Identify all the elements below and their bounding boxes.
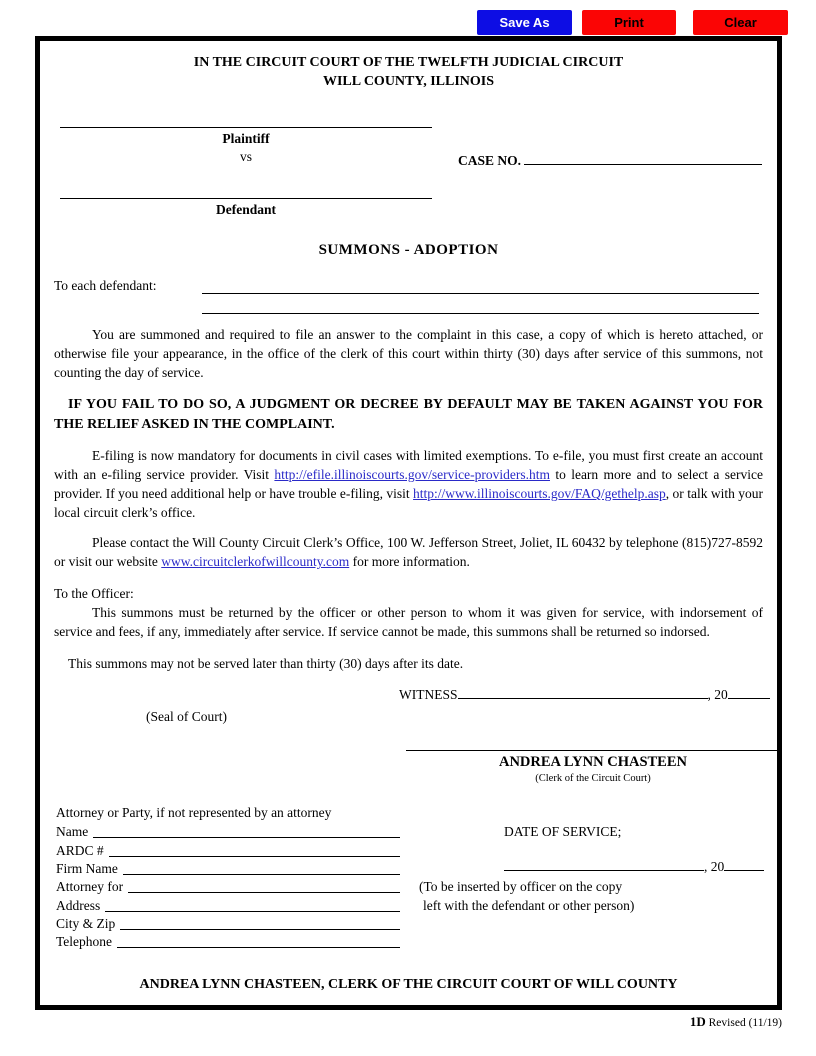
city-zip-field[interactable] (120, 914, 400, 930)
defendant-address-field-1[interactable] (202, 274, 759, 294)
telephone-label: Telephone (56, 934, 113, 949)
circuit-clerk-website-link[interactable]: www.circuitclerkofwillcounty.com (161, 554, 350, 569)
clerk-signature-line (406, 735, 778, 751)
default-warning-paragraph: IF YOU FAIL TO DO SO, A JUDGMENT OR DECREE BY DEFAULT MAY BE TAKEN AGAINST YOU FOR THE RELIEF ASKED IN THE COMPLAINT. (54, 397, 763, 432)
city-zip-label: City & Zip (56, 916, 116, 931)
case-no-field[interactable] (524, 151, 762, 165)
to-each-defendant-section (54, 274, 763, 314)
attorney-name-field[interactable] (93, 822, 400, 838)
clear-button[interactable]: Clear (693, 10, 788, 35)
seal-of-court-label: (Seal of Court) (146, 709, 227, 724)
service-year-prefix: , 20 (704, 859, 725, 874)
officer-paragraph: This summons must be returned by the officer or other person to whom it was given for service, with indorsement of service and fees, if any, immediately after service. If service cannot be made, this summons shall be returned so indorsed. (54, 605, 763, 639)
witness-year-field[interactable] (728, 685, 770, 699)
witness-label: WITNESS (399, 687, 458, 702)
attorney-for-field[interactable] (128, 877, 400, 893)
defendant-name-field[interactable] (60, 198, 432, 199)
firm-name-label: Firm Name (56, 861, 118, 876)
contact-text-1: Please contact the Will County Circuit Clerk’s Office, 100 W. Jefferson Street, Joliet, IL 60432 by telephone (815)727-8592 or visit our website (54, 535, 763, 569)
form-border (35, 36, 782, 1010)
telephone-field[interactable] (117, 932, 400, 948)
case-no-label: CASE NO. (458, 153, 522, 168)
efiling-text-1: E-filing is now mandatory for documents in civil cases with limited exemptions. To e-file, you must first create an account with an e-filing service provider. Visit (54, 448, 763, 482)
witness-date-field[interactable] (458, 685, 708, 699)
attorney-heading: Attorney or Party, if not represented by an attorney (56, 805, 332, 820)
form-code: 1D (689, 1014, 706, 1029)
plaintiff-name-field[interactable] (60, 127, 432, 128)
plaintiff-label: Plaintiff (222, 131, 270, 146)
attorney-for-label: Attorney for (56, 879, 124, 894)
contact-text-2: for more information. (349, 554, 470, 569)
summoned-paragraph: You are summoned and required to file an answer to the complaint in this case, a copy of which is hereto attached, or otherwise file your appearance, in the office of the clerk of this court within thirty (30) days after service of this summons, not counting the day of service. (54, 327, 763, 380)
revision-text: Revised (11/19) (708, 1017, 782, 1029)
court-header-line1: IN THE CIRCUIT COURT OF THE TWELFTH JUDICIAL CIRCUIT (193, 55, 624, 70)
to-officer-label: To the Officer: (54, 586, 134, 601)
ardc-field[interactable] (109, 841, 400, 857)
form-revision-label (35, 1012, 782, 1033)
efiling-service-providers-link[interactable]: http://efile.illinoiscourts.gov/service-providers.htm (274, 467, 550, 482)
witness-year-prefix: , 20 (707, 687, 728, 702)
save-as-button[interactable]: Save As (477, 10, 572, 35)
service-date-field[interactable] (504, 857, 704, 871)
service-year-field[interactable] (724, 857, 764, 871)
date-of-service-heading: DATE OF SERVICE; (504, 824, 622, 839)
court-header-line2: WILL COUNTY, ILLINOIS (322, 74, 495, 89)
defendant-label: Defendant (216, 202, 276, 217)
efiling-gethelp-link[interactable]: http://www.illinoiscourts.gov/FAQ/gethelp.asp (413, 486, 666, 501)
attorney-name-label: Name (56, 824, 89, 839)
footer-clerk-line: ANDREA LYNN CHASTEEN, CLERK OF THE CIRCUIT COURT OF WILL COUNTY (139, 977, 678, 992)
clerk-contact-paragraph (54, 533, 763, 571)
not-served-paragraph: This summons may not be served later than thirty (30) days after its date. (68, 656, 464, 671)
efiling-paragraph (54, 446, 763, 522)
service-note-line2: left with the defendant or other person) (423, 898, 635, 913)
defendant-address-field-2[interactable] (202, 294, 759, 314)
print-button[interactable]: Print (582, 10, 676, 35)
form-content (39, 40, 778, 1006)
form-title: SUMMONS - ADOPTION (318, 242, 499, 258)
address-label: Address (56, 898, 101, 913)
ardc-label: ARDC # (56, 843, 104, 858)
attorney-service-section (54, 803, 763, 955)
case-caption (54, 115, 763, 221)
vs-label: vs (239, 149, 252, 164)
clerk-name: ANDREA LYNN CHASTEEN (498, 754, 687, 770)
firm-name-field[interactable] (123, 859, 400, 875)
clerk-signature-block (406, 735, 778, 785)
efiling-text-3: , or talk with your local circuit clerk’s office. (54, 486, 763, 520)
address-field[interactable] (105, 896, 400, 912)
witness-section (54, 685, 763, 787)
to-each-defendant-label: To each defendant: (54, 278, 157, 293)
efiling-text-2: to learn more and to select a service provider. If you need additional help or have trouble e-filing, visit (54, 467, 763, 501)
service-note-line1: (To be inserted by officer on the copy (419, 879, 623, 894)
clerk-title: (Clerk of the Circuit Court) (535, 773, 651, 784)
